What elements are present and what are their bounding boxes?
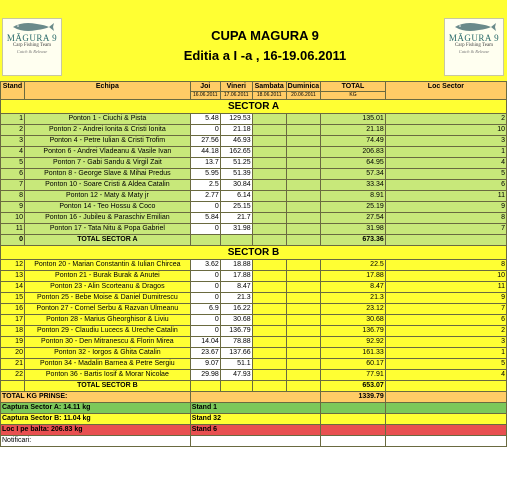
logo-team: Carp Fishing Team — [454, 43, 494, 48]
sambata-cell[interactable] — [252, 282, 286, 293]
joi-cell[interactable]: 9.07 — [190, 359, 220, 370]
notificari-row-label[interactable]: Notificari: — [1, 436, 191, 447]
duminica-date[interactable]: 20.06.2011 — [286, 92, 321, 100]
vineri-cell[interactable]: 137.66 — [220, 348, 252, 359]
joi-cell[interactable] — [190, 381, 220, 392]
total-cell[interactable]: 33.34 — [321, 180, 386, 191]
team-cell[interactable]: Ponton 14 - Teo Hossu & Coco — [24, 202, 190, 213]
duminica-cell[interactable] — [286, 315, 321, 326]
loc-cell[interactable]: 4 — [385, 158, 506, 169]
sambata-cell[interactable] — [252, 235, 286, 246]
team-cell[interactable]: Ponton 1 - Ciuchi & Pista — [24, 114, 190, 125]
stand-cell[interactable]: 13 — [1, 271, 25, 282]
duminica-cell[interactable] — [286, 125, 321, 136]
joi-cell[interactable]: 0 — [190, 202, 220, 213]
table-row — [1, 370, 507, 381]
col-duminica[interactable]: Duminica — [287, 83, 320, 90]
total-cell[interactable]: 27.54 — [321, 213, 386, 224]
team-cell[interactable]: Ponton 34 - Madalin Barnea & Petre Sergiu — [24, 359, 190, 370]
table-row — [1, 282, 507, 293]
sector-total-row — [1, 381, 507, 392]
team-cell[interactable]: Ponton 21 - Burak Burak & Anutei — [24, 271, 190, 282]
col-sambata[interactable]: Sambata — [252, 82, 286, 92]
vineri-cell[interactable]: 30.68 — [220, 315, 252, 326]
joi-cell[interactable]: 0 — [190, 224, 220, 235]
captura-b-row-label[interactable]: Captura Sector B: 11.04 kg — [1, 414, 191, 425]
results-table — [0, 81, 507, 447]
vineri-cell[interactable]: 21.3 — [220, 293, 252, 304]
total-cell[interactable]: 21.18 — [321, 125, 386, 136]
duminica-cell[interactable] — [286, 147, 321, 158]
table-row — [1, 337, 507, 348]
joi-cell[interactable]: 14.04 — [190, 337, 220, 348]
team-cell[interactable]: Ponton 29 - Claudiu Lucecs & Ureche Catalin — [24, 326, 190, 337]
col-echipa[interactable]: Echipa — [24, 82, 190, 100]
col-loc[interactable]: Loc Sector — [385, 82, 506, 100]
sambata-cell[interactable] — [252, 271, 286, 282]
col-stand[interactable]: Stand — [1, 82, 25, 100]
sambata-cell[interactable] — [252, 202, 286, 213]
stand-cell[interactable]: 1 — [1, 114, 25, 125]
table-row — [1, 224, 507, 235]
vineri-cell[interactable] — [220, 235, 252, 246]
stand-cell[interactable]: 3 — [1, 136, 25, 147]
captura-b-row — [1, 414, 507, 425]
duminica-cell[interactable] — [286, 180, 321, 191]
joi-cell[interactable]: 0 — [190, 125, 220, 136]
team-cell[interactable]: Ponton 12 - Maty & Maty jr — [24, 191, 190, 202]
vineri-date[interactable]: 17.06.2011 — [220, 92, 252, 100]
stand-cell[interactable]: 15 — [1, 293, 25, 304]
total-cell[interactable]: 161.33 — [321, 348, 386, 359]
table-row — [1, 202, 507, 213]
table-row — [1, 169, 507, 180]
total-cell[interactable]: 8.91 — [321, 191, 386, 202]
sambata-cell[interactable] — [252, 158, 286, 169]
total-cell[interactable]: 136.79 — [321, 326, 386, 337]
table-row — [1, 260, 507, 271]
sambata-cell[interactable] — [252, 224, 286, 235]
total-kg-row-label[interactable]: TOTAL KG PRINSE: — [1, 392, 191, 403]
stand-cell[interactable]: 8 — [1, 191, 25, 202]
table-row — [1, 348, 507, 359]
page-title: CUPA MAGURA 9 — [211, 28, 319, 43]
sambata-cell[interactable] — [252, 315, 286, 326]
stand-cell[interactable]: 16 — [1, 304, 25, 315]
loc-balta-row — [1, 425, 507, 436]
total-cell[interactable]: 135.01 — [321, 114, 386, 125]
logo-right — [444, 18, 504, 76]
sector-total-label[interactable]: TOTAL SECTOR A — [24, 235, 190, 246]
sambata-cell[interactable] — [252, 213, 286, 224]
loc-cell[interactable] — [385, 381, 506, 392]
table-row — [1, 315, 507, 326]
loc-cell[interactable]: 4 — [385, 370, 506, 381]
stand-cell[interactable]: 6 — [1, 169, 25, 180]
sambata-cell[interactable] — [252, 359, 286, 370]
stand-cell[interactable]: 12 — [1, 260, 25, 271]
loc-cell[interactable]: 9 — [385, 293, 506, 304]
joi-cell[interactable]: 13.7 — [190, 158, 220, 169]
vineri-cell[interactable]: 31.98 — [220, 224, 252, 235]
duminica-cell[interactable] — [286, 202, 321, 213]
total-cell[interactable]: 77.91 — [321, 370, 386, 381]
team-cell[interactable]: Ponton 8 - George Slave & Mihai Predus — [24, 169, 190, 180]
total-cell[interactable]: 17.88 — [321, 271, 386, 282]
team-cell[interactable]: Ponton 16 - Jubileu & Paraschiv Emilian — [24, 213, 190, 224]
page-subtitle: Editia a I -a , 16-19.06.2011 — [183, 48, 347, 63]
loc-balta-row-empty[interactable] — [385, 425, 506, 436]
sector-a-header — [1, 100, 507, 114]
sambata-cell[interactable] — [252, 180, 286, 191]
vineri-cell[interactable]: 8.47 — [220, 282, 252, 293]
stand-cell[interactable]: 9 — [1, 202, 25, 213]
sambata-cell[interactable] — [252, 114, 286, 125]
loc-balta-row-stand[interactable]: Stand 6 — [190, 425, 320, 436]
vineri-cell[interactable]: 129.53 — [220, 114, 252, 125]
sector-total-row — [1, 235, 507, 246]
stand-cell[interactable]: 4 — [1, 147, 25, 158]
sambata-cell[interactable] — [252, 370, 286, 381]
loc-cell[interactable]: 1 — [385, 147, 506, 158]
sambata-date[interactable]: 18.06.2011 — [252, 92, 286, 100]
vineri-cell[interactable]: 17.88 — [220, 271, 252, 282]
team-cell[interactable]: Ponton 17 - Tata Nitu & Popa Gabriel — [24, 224, 190, 235]
joi-cell[interactable]: 0 — [190, 282, 220, 293]
total-cell[interactable]: 92.92 — [321, 337, 386, 348]
table-row — [1, 180, 507, 191]
table-row — [1, 293, 507, 304]
loc-cell[interactable]: 9 — [385, 202, 506, 213]
loc-cell[interactable]: 8 — [385, 213, 506, 224]
joi-cell[interactable]: 5.95 — [190, 169, 220, 180]
joi-cell[interactable]: 3.62 — [190, 260, 220, 271]
sambata-cell[interactable] — [252, 191, 286, 202]
loc-cell[interactable]: 3 — [385, 136, 506, 147]
sambata-cell[interactable] — [252, 304, 286, 315]
joi-cell[interactable]: 5.48 — [190, 114, 220, 125]
loc-balta-row-label[interactable]: Loc I pe balta: 206.83 kg — [1, 425, 191, 436]
duminica-cell[interactable] — [286, 136, 321, 147]
captura-a-row-stand[interactable]: Stand 1 — [190, 403, 320, 414]
joi-cell[interactable]: 5.84 — [190, 213, 220, 224]
total-cell[interactable]: 30.68 — [321, 315, 386, 326]
sector-total-value[interactable]: 673.36 — [321, 235, 386, 246]
notificari-row — [1, 436, 507, 447]
vineri-cell[interactable] — [220, 381, 252, 392]
joi-cell[interactable]: 2.5 — [190, 180, 220, 191]
stand-cell[interactable]: 11 — [1, 224, 25, 235]
captura-a-row-value[interactable] — [321, 403, 386, 414]
captura-a-row — [1, 403, 507, 414]
duminica-cell[interactable] — [286, 293, 321, 304]
loc-cell[interactable]: 8 — [385, 260, 506, 271]
total-cell[interactable]: 22.5 — [321, 260, 386, 271]
total-cell[interactable]: 60.17 — [321, 359, 386, 370]
vineri-cell[interactable]: 46.93 — [220, 136, 252, 147]
total-cell[interactable]: 25.19 — [321, 202, 386, 213]
table-row — [1, 326, 507, 337]
joi-cell[interactable]: 0 — [190, 326, 220, 337]
duminica-cell[interactable] — [286, 169, 321, 180]
duminica-cell[interactable] — [286, 326, 321, 337]
total-cell[interactable]: 64.95 — [321, 158, 386, 169]
notificari-row-stand[interactable] — [190, 436, 320, 447]
joi-cell[interactable]: 6.9 — [190, 304, 220, 315]
captura-a-row-empty[interactable] — [385, 403, 506, 414]
vineri-cell[interactable]: 162.65 — [220, 147, 252, 158]
stand-cell[interactable]: 17 — [1, 315, 25, 326]
table-row — [1, 271, 507, 282]
loc-cell[interactable]: 3 — [385, 337, 506, 348]
table-row — [1, 213, 507, 224]
logo-tagline: Catch & Release — [16, 49, 48, 54]
total-cell[interactable]: 8.47 — [321, 282, 386, 293]
sambata-cell[interactable] — [252, 348, 286, 359]
duminica-cell[interactable] — [286, 213, 321, 224]
stand-cell[interactable]: 5 — [1, 158, 25, 169]
loc-cell[interactable] — [385, 235, 506, 246]
team-cell[interactable]: Ponton 7 - Gabi Sandu & Virgil Zait — [24, 158, 190, 169]
total-cell[interactable]: 74.49 — [321, 136, 386, 147]
total-kg-row-empty[interactable] — [385, 392, 506, 403]
stand-cell[interactable]: 20 — [1, 348, 25, 359]
total-cell[interactable]: 31.98 — [321, 224, 386, 235]
stand-cell[interactable]: 18 — [1, 326, 25, 337]
loc-balta-row-value[interactable] — [321, 425, 386, 436]
loc-cell[interactable]: 10 — [385, 271, 506, 282]
team-cell[interactable]: Ponton 32 - Iorgos & Ghita Catalin — [24, 348, 190, 359]
duminica-cell[interactable] — [286, 224, 321, 235]
vineri-cell[interactable]: 47.93 — [220, 370, 252, 381]
sector-total-label[interactable]: TOTAL SECTOR B — [24, 381, 190, 392]
stand-cell[interactable]: 14 — [1, 282, 25, 293]
sambata-cell[interactable] — [252, 147, 286, 158]
vineri-cell[interactable]: 51.1 — [220, 359, 252, 370]
duminica-cell[interactable] — [286, 282, 321, 293]
notificari-row-empty[interactable] — [385, 436, 506, 447]
logo-left — [2, 18, 62, 76]
vineri-cell[interactable]: 6.14 — [220, 191, 252, 202]
table-row — [1, 158, 507, 169]
vineri-cell[interactable]: 25.15 — [220, 202, 252, 213]
team-cell[interactable]: Ponton 36 - Bartis Iosif & Morar Nicolae — [24, 370, 190, 381]
team-cell[interactable]: Ponton 2 - Andrei Ionita & Cristi Ionita — [24, 125, 190, 136]
sector-b-header — [1, 246, 507, 260]
duminica-cell[interactable] — [286, 370, 321, 381]
table-row — [1, 359, 507, 370]
stand-cell[interactable]: 0 — [1, 235, 25, 246]
column-header-row — [1, 82, 507, 92]
vineri-cell[interactable]: 18.88 — [220, 260, 252, 271]
vineri-cell[interactable]: 21.7 — [220, 213, 252, 224]
table-row — [1, 147, 507, 158]
vineri-cell[interactable]: 78.88 — [220, 337, 252, 348]
loc-cell[interactable]: 10 — [385, 125, 506, 136]
loc-cell[interactable]: 5 — [385, 169, 506, 180]
total-kg-row-stand[interactable] — [190, 392, 320, 403]
stand-cell[interactable]: 10 — [1, 213, 25, 224]
joi-cell[interactable]: 29.98 — [190, 370, 220, 381]
duminica-cell[interactable] — [286, 260, 321, 271]
team-cell[interactable]: Ponton 20 - Marian Constantin & Iulian Chircea — [24, 260, 190, 271]
logo-team: Carp Fishing Team — [12, 43, 52, 48]
duminica-cell[interactable] — [286, 158, 321, 169]
team-cell[interactable]: Ponton 30 - Den Mitranescu & Florin Mirea — [24, 337, 190, 348]
duminica-cell[interactable] — [286, 304, 321, 315]
vineri-cell[interactable]: 136.79 — [220, 326, 252, 337]
loc-cell[interactable]: 11 — [385, 282, 506, 293]
total-kg-row — [1, 392, 507, 403]
total-kg-row-value[interactable]: 1339.79 — [321, 392, 386, 403]
table-row — [1, 136, 507, 147]
joi-cell[interactable]: 2.77 — [190, 191, 220, 202]
team-cell[interactable]: Ponton 6 - Andrei Vladeanu & Vasile Ivan — [24, 147, 190, 158]
loc-cell[interactable]: 7 — [385, 304, 506, 315]
loc-cell[interactable]: 11 — [385, 191, 506, 202]
duminica-cell[interactable] — [286, 337, 321, 348]
joi-date[interactable]: 16.06.2011 — [190, 92, 220, 100]
sambata-cell[interactable] — [252, 260, 286, 271]
stand-cell[interactable]: 19 — [1, 337, 25, 348]
loc-cell[interactable]: 2 — [385, 114, 506, 125]
carp-icon — [9, 21, 55, 33]
vineri-cell[interactable]: 21.18 — [220, 125, 252, 136]
joi-cell[interactable]: 23.67 — [190, 348, 220, 359]
duminica-cell[interactable] — [286, 348, 321, 359]
sambata-cell[interactable] — [252, 125, 286, 136]
table-row — [1, 304, 507, 315]
stand-cell[interactable]: 22 — [1, 370, 25, 381]
joi-cell[interactable]: 0 — [190, 293, 220, 304]
table-row — [1, 191, 507, 202]
table-row — [1, 114, 507, 125]
total-cell[interactable]: 23.12 — [321, 304, 386, 315]
joi-cell[interactable]: 44.18 — [190, 147, 220, 158]
sector-total-value[interactable]: 653.07 — [321, 381, 386, 392]
vineri-cell[interactable]: 51.39 — [220, 169, 252, 180]
carp-icon — [451, 21, 497, 33]
total-cell[interactable]: 21.3 — [321, 293, 386, 304]
duminica-cell[interactable] — [286, 191, 321, 202]
duminica-cell[interactable] — [286, 359, 321, 370]
team-cell[interactable]: Ponton 4 - Petre Iulian & Cristi Trofim — [24, 136, 190, 147]
col-vineri[interactable]: Vineri — [220, 82, 252, 92]
loc-cell[interactable]: 6 — [385, 180, 506, 191]
vineri-cell[interactable]: 51.25 — [220, 158, 252, 169]
joi-cell[interactable]: 0 — [190, 315, 220, 326]
sector-b-title[interactable]: SECTOR B — [1, 246, 507, 260]
total-cell[interactable]: 206.83 — [321, 147, 386, 158]
sambata-cell[interactable] — [252, 136, 286, 147]
sambata-cell[interactable] — [252, 326, 286, 337]
duminica-cell[interactable] — [286, 235, 321, 246]
logo-brand: MĂGURA 9 — [448, 33, 500, 43]
sambata-cell[interactable] — [252, 381, 286, 392]
team-cell[interactable]: Ponton 10 - Soare Cristi & Aldea Catalin — [24, 180, 190, 191]
joi-cell[interactable] — [190, 235, 220, 246]
stand-cell[interactable]: 7 — [1, 180, 25, 191]
stand-cell[interactable] — [1, 381, 25, 392]
sambata-cell[interactable] — [252, 337, 286, 348]
vineri-cell[interactable]: 30.84 — [220, 180, 252, 191]
logo-tagline: Catch & Release — [458, 49, 490, 54]
team-cell[interactable]: Ponton 25 - Bebe Moise & Daniel Dumitrescu — [24, 293, 190, 304]
captura-a-row-label[interactable]: Captura Sector A: 14.11 kg — [1, 403, 191, 414]
total-unit[interactable]: KG — [321, 92, 386, 100]
team-cell[interactable]: Ponton 23 - Alin Scorteanu & Dragos — [24, 282, 190, 293]
loc-cell[interactable]: 2 — [385, 326, 506, 337]
joi-cell[interactable]: 27.56 — [190, 136, 220, 147]
team-cell[interactable]: Ponton 28 - Marius Gheorghisor & Liviu — [24, 315, 190, 326]
sambata-cell[interactable] — [252, 169, 286, 180]
col-joi[interactable]: Joi — [190, 82, 220, 92]
loc-cell[interactable]: 5 — [385, 359, 506, 370]
captura-b-row-value[interactable] — [321, 414, 386, 425]
stand-cell[interactable]: 2 — [1, 125, 25, 136]
logo-brand: MĂGURA 9 — [6, 33, 58, 43]
vineri-cell[interactable]: 16.22 — [220, 304, 252, 315]
duminica-cell[interactable] — [286, 114, 321, 125]
notificari-row-value[interactable] — [321, 436, 386, 447]
sector-a-title[interactable]: SECTOR A — [1, 100, 507, 114]
loc-cell[interactable]: 7 — [385, 224, 506, 235]
loc-cell[interactable]: 6 — [385, 315, 506, 326]
table-row — [1, 125, 507, 136]
sambata-cell[interactable] — [252, 293, 286, 304]
team-cell[interactable]: Ponton 27 - Cornel Serbu & Razvan Ulmeanu — [24, 304, 190, 315]
duminica-cell[interactable] — [286, 271, 321, 282]
captura-b-row-stand[interactable]: Stand 32 — [190, 414, 320, 425]
joi-cell[interactable]: 0 — [190, 271, 220, 282]
captura-b-row-empty[interactable] — [385, 414, 506, 425]
stand-cell[interactable]: 21 — [1, 359, 25, 370]
loc-cell[interactable]: 1 — [385, 348, 506, 359]
total-cell[interactable]: 57.34 — [321, 169, 386, 180]
duminica-cell[interactable] — [286, 381, 321, 392]
col-total[interactable]: TOTAL — [321, 82, 386, 92]
